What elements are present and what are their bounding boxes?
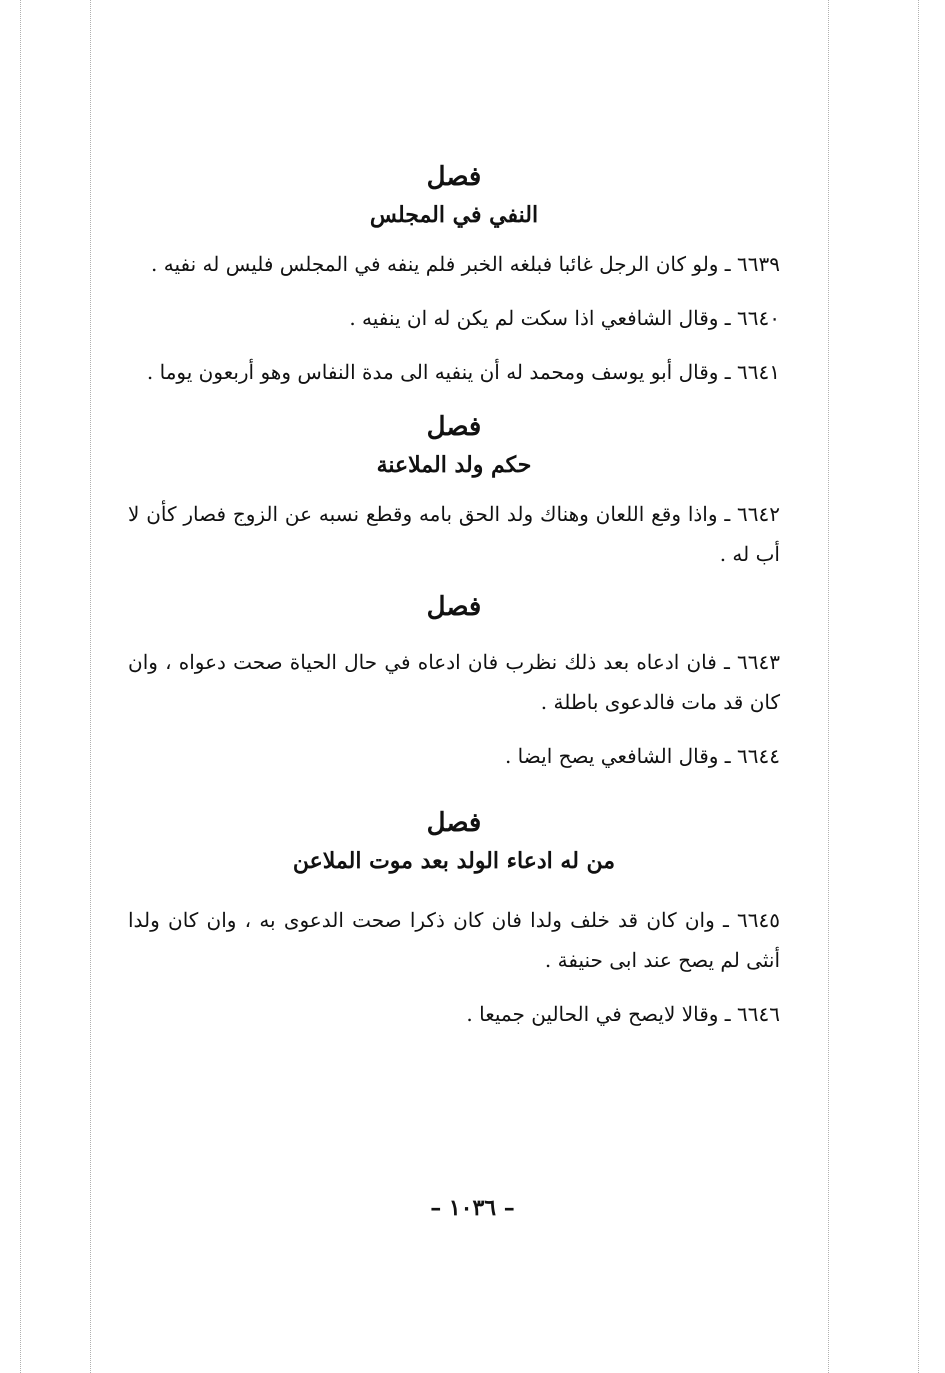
section-3 [128, 590, 780, 776]
paragraph-text: واذا وقع اللعان وهناك ولد الحق بامه وقطع نسبه عن الزوج فصار كأن لا أب له . [128, 502, 780, 566]
paragraph-6645: ٦٦٤٥ ـ وان كان قد خلف ولدا فان كان ذكرا صحت الدعوى به ، وان كان ولدا أنثى لم يصح عند ابى حنيفة . [128, 908, 781, 972]
paragraph-text: وان كان قد خلف ولدا فان كان ذكرا صحت الدعوى به ، وان كان ولدا أنثى لم يصح عند ابى حنيفة . [128, 908, 780, 972]
paragraph-6642: ٦٦٤٢ ـ واذا وقع اللعان وهناك ولد الحق بامه وقطع نسبه عن الزوج فصار كأن لا أب له . [128, 502, 780, 566]
paragraph-number: ٦٦٤٥ [737, 908, 781, 932]
page-body [128, 160, 780, 1042]
paragraph-number: ٦٦٤١ [737, 360, 780, 384]
section-heading: فصل [426, 412, 482, 442]
paragraph-text: وقال أبو يوسف ومحمد له أن ينفيه الى مدة النفاس وهو أربعون يوما . [146, 360, 719, 384]
section-2 [128, 410, 780, 574]
scan-gutter-right-2 [918, 0, 919, 1373]
section-title: النفي في المجلس [369, 202, 539, 228]
paragraph-6640: ٦٦٤٠ ـ وقال الشافعي اذا سكت لم يكن له ان ينفيه . [349, 306, 780, 330]
paragraph-text: وقال الشافعي اذا سكت لم يكن له ان ينفيه . [349, 306, 719, 330]
paragraph-text: وقالا لايصح في الحالين جميعا . [466, 1002, 719, 1026]
paragraph-number: ٦٦٤٠ [737, 306, 780, 330]
paragraph-text: ولو كان الرجل غائبا فبلغه الخبر فلم ينفه في المجلس فليس له نفيه . [151, 252, 719, 276]
paragraph-number: ٦٦٤٣ [737, 650, 780, 674]
paragraph-6639: ٦٦٣٩ ـ ولو كان الرجل غائبا فبلغه الخبر فلم ينفه في المجلس فليس له نفيه . [151, 252, 780, 276]
scan-gutter-left [20, 0, 21, 1373]
section-heading: فصل [426, 808, 482, 838]
paragraph-number: ٦٦٤٦ [737, 1002, 780, 1026]
section-title: حكم ولد الملاعنة [376, 452, 532, 478]
paragraph-6646: ٦٦٤٦ ـ وقالا لايصح في الحالين جميعا . [466, 1002, 780, 1026]
paragraph-number: ٦٦٤٤ [737, 744, 780, 768]
paragraph-text: وقال الشافعي يصح ايضا . [504, 744, 719, 768]
paragraph-6641: ٦٦٤١ ـ وقال أبو يوسف ومحمد له أن ينفيه الى مدة النفاس وهو أربعون يوما . [146, 360, 780, 384]
section-title: من له ادعاء الولد بعد موت الملاعن [292, 848, 616, 874]
paragraph-6643: ٦٦٤٣ ـ فان ادعاه بعد ذلك نظرب فان ادعاه في حال الحياة صحت دعواه ، وان كان قد مات فالدعوى باطلة . [128, 650, 780, 714]
scan-gutter-right [828, 0, 829, 1373]
paragraph-text: فان ادعاه بعد ذلك نظرب فان ادعاه في حال الحياة صحت دعواه ، وان كان قد مات فالدعوى باطلة . [128, 650, 780, 714]
section-heading: فصل [426, 592, 482, 622]
paragraph-number: ٦٦٤٢ [737, 502, 780, 526]
paragraph-number: ٦٦٣٩ [737, 252, 780, 276]
scan-gutter-left-2 [90, 0, 91, 1373]
page-number: – ١٠٣٦ – [430, 1195, 515, 1221]
section-1 [128, 160, 780, 392]
section-heading: فصل [426, 162, 482, 192]
section-4 [128, 806, 780, 1034]
paragraph-6644: ٦٦٤٤ ـ وقال الشافعي يصح ايضا . [504, 744, 780, 768]
